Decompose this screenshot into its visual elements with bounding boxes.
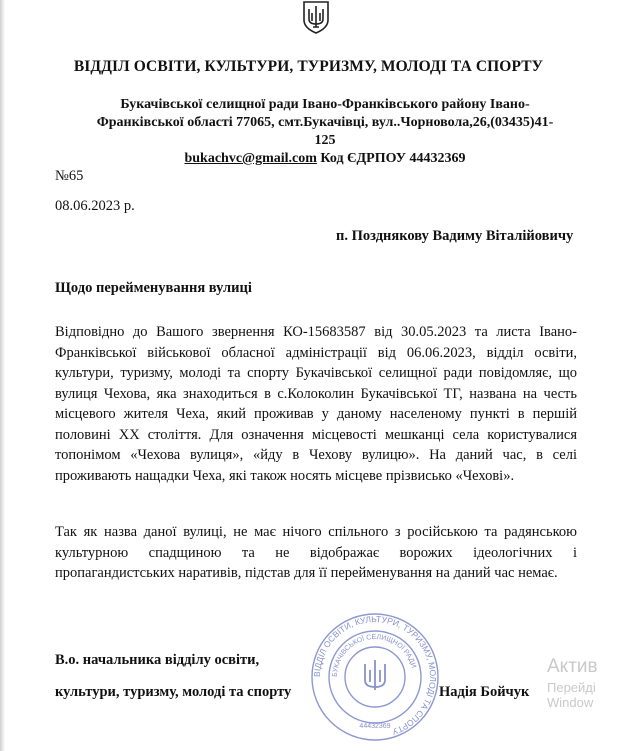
watermark-line-2: Перейді	[547, 680, 596, 695]
reference-date: 08.06.2023 р.	[55, 198, 135, 214]
stamp-code: 44432369	[359, 723, 391, 730]
contact-line	[90, 150, 560, 168]
department-title: ВІДДІЛ ОСВІТИ, КУЛЬТУРИ, ТУРИЗМУ, МОЛОДІ ТА СПОРТУ	[73, 58, 544, 75]
watermark-line-1: Актив	[547, 656, 598, 677]
email-link[interactable]: bukachvc@gmail.com	[184, 151, 317, 166]
signature-title-line-2: культури, туризму, молоді та спорту	[55, 684, 292, 700]
address-line-2: Франківської області 77065, смт.Букачівці, вул..Чорновола,26,(03435)41-125	[96, 115, 554, 148]
addressee: п. Позднякову Вадиму Віталійовичу	[336, 228, 574, 244]
scan-edge-shadow	[0, 0, 5, 751]
letterhead-address	[90, 96, 560, 168]
windows-activation-watermark	[547, 656, 598, 710]
signature-title-line-1: В.о. начальника відділу освіти,	[55, 652, 260, 668]
coat-of-arms-icon	[298, 0, 334, 34]
signatory-name: Надія Бойчук	[439, 684, 530, 700]
edrpou-code: Код ЄДРПОУ 44432369	[320, 151, 466, 166]
body-paragraph-2: Так як назва даної вулиці, не має нічого спільного з російською та радянською культурною спадщиною та не відображає ворожих ідеологічних і пропагандистських наративів, підстав для її перейменування на даний час немає.	[55, 524, 577, 581]
stamp-inner-text: БУКАЧІВСЬКОЇ СЕЛИЩНОЇ РАДИ	[331, 633, 417, 678]
stamp-outer-text: ВІДДІЛ ОСВІТИ, КУЛЬТУРИ, ТУРИЗМУ, МОЛОДІ ТА СПОРТУ	[311, 613, 439, 738]
watermark-line-3: Window	[547, 695, 594, 710]
reference-number: №65	[55, 168, 84, 184]
official-stamp	[308, 610, 442, 744]
address-line-1: Букачівської селищної ради Івано-Франківського району Івано-	[120, 97, 530, 112]
letter-subject: Щодо перейменування вулиці	[55, 280, 252, 296]
body-paragraph-1: Відповідно до Вашого звернення КО-15683587 від 30.05.2023 та листа Івано-Франківської військової обласної адміністрації від 06.06.2023, відділ освіти, культури, туризму, молоді та спорту Букачівської селищної ради повідомляє, що вулиця Чехова, яка знаходиться в с.Колоколин Букачівської ТГ, названа на честь місцевого жителя Чеха, який проживав у даному населеному пункті в першій половині XX століття. Для означення місцевості мешканці села користувалися топонімом «Чехова вулиця», «йду в Чехову вулицю». На даний час, в селі проживають нащадки Чеха, які також носять місцеве прізвисько «Чехові».	[55, 324, 577, 484]
